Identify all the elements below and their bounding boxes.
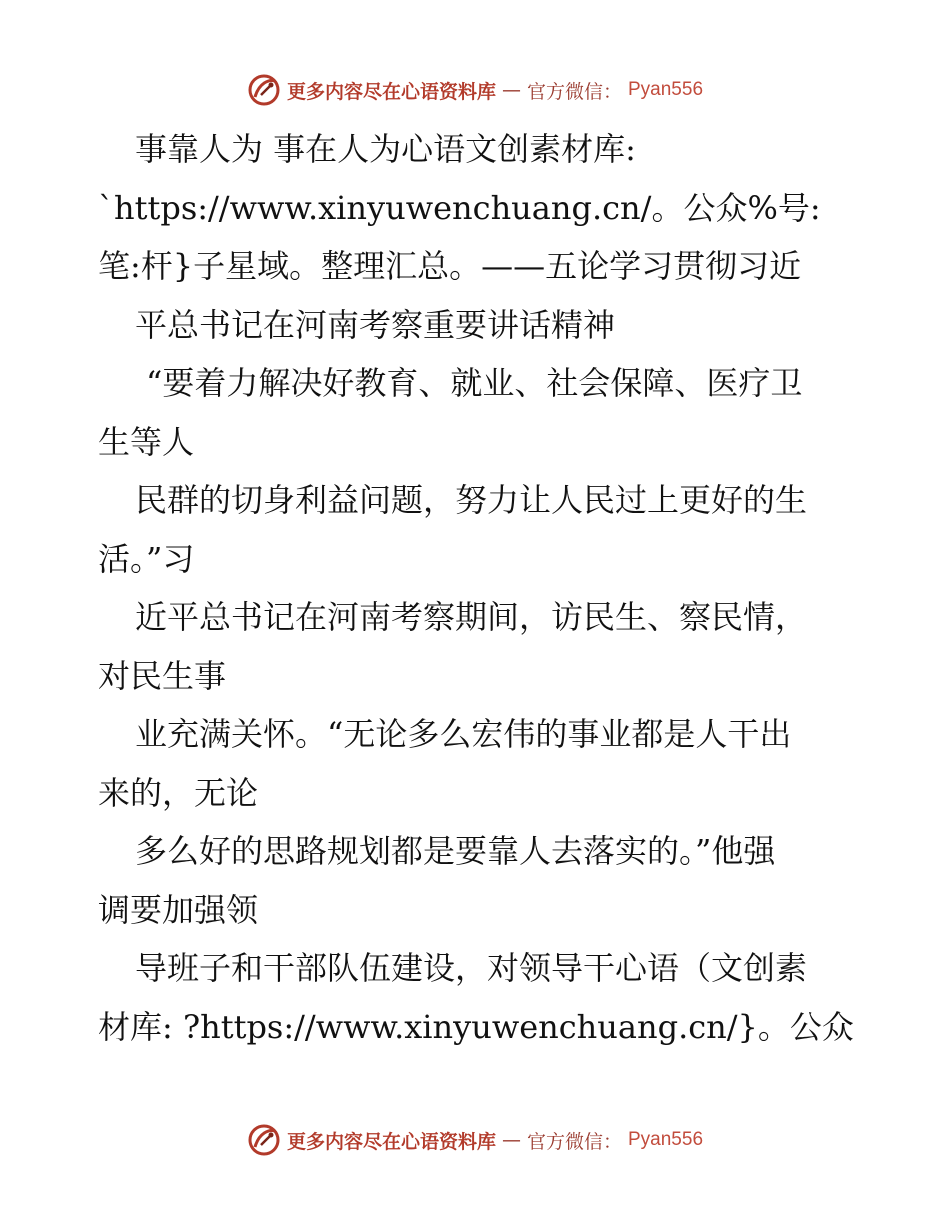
text-line: 事靠人为 事在人为心语文创素材库: bbox=[135, 130, 636, 168]
banner-text: 更多内容尽在心语资料库 bbox=[286, 1130, 496, 1153]
text-line: 活。”习 bbox=[98, 539, 195, 578]
header-banner bbox=[0, 70, 950, 110]
text-line: 材库: ?https://www.xinyuwenchuang.cn/}。公众 bbox=[98, 1007, 854, 1046]
banner-wechat-id: Pyan556 bbox=[628, 79, 704, 100]
text-line: 来的，无论 bbox=[98, 773, 259, 812]
text-line: 业充满关怀。“无论多么宏伟的事业都是人干出 bbox=[135, 715, 792, 753]
banner-text: 更多内容尽在心语资料库 bbox=[286, 80, 496, 103]
text-line: 生等人 bbox=[98, 422, 195, 461]
text-line: 民群的切身利益问题，努力让人民过上更好的生 bbox=[135, 481, 808, 519]
text-line: 多么好的思路规划都是要靠人去落实的。”他强 bbox=[135, 832, 776, 870]
banner-wechat-label: 官方微信： bbox=[526, 1130, 622, 1153]
text-line: 导班子和干部队伍建设，对领导干心语（文创素 bbox=[135, 949, 808, 987]
text-line: 调要加强领 bbox=[98, 890, 259, 929]
text-line: 近平总书记在河南考察期间，访民生、察民情， bbox=[135, 598, 808, 636]
document-body bbox=[98, 120, 858, 1056]
text-line: 笔:杆}子星域。整理汇总。——五论学习贯彻习近 bbox=[98, 247, 802, 285]
text-line: `https://www.xinyuwenchuang.cn/。公众%号: bbox=[98, 188, 821, 227]
text-line: 对民生事 bbox=[98, 656, 227, 695]
banner-wechat-label: 官方微信： bbox=[526, 80, 622, 103]
footer-banner bbox=[0, 1120, 950, 1160]
banner-dash: — bbox=[501, 79, 521, 101]
text-line: “要着力解决好教育、就业、社会保障、医疗卫 bbox=[146, 364, 803, 402]
logo-icon bbox=[247, 73, 281, 107]
text-line: 平总书记在河南考察重要讲话精神 bbox=[135, 305, 616, 344]
banner-wechat-id: Pyan556 bbox=[628, 1129, 704, 1150]
logo-icon bbox=[247, 1123, 281, 1157]
banner-dash: — bbox=[501, 1129, 521, 1151]
